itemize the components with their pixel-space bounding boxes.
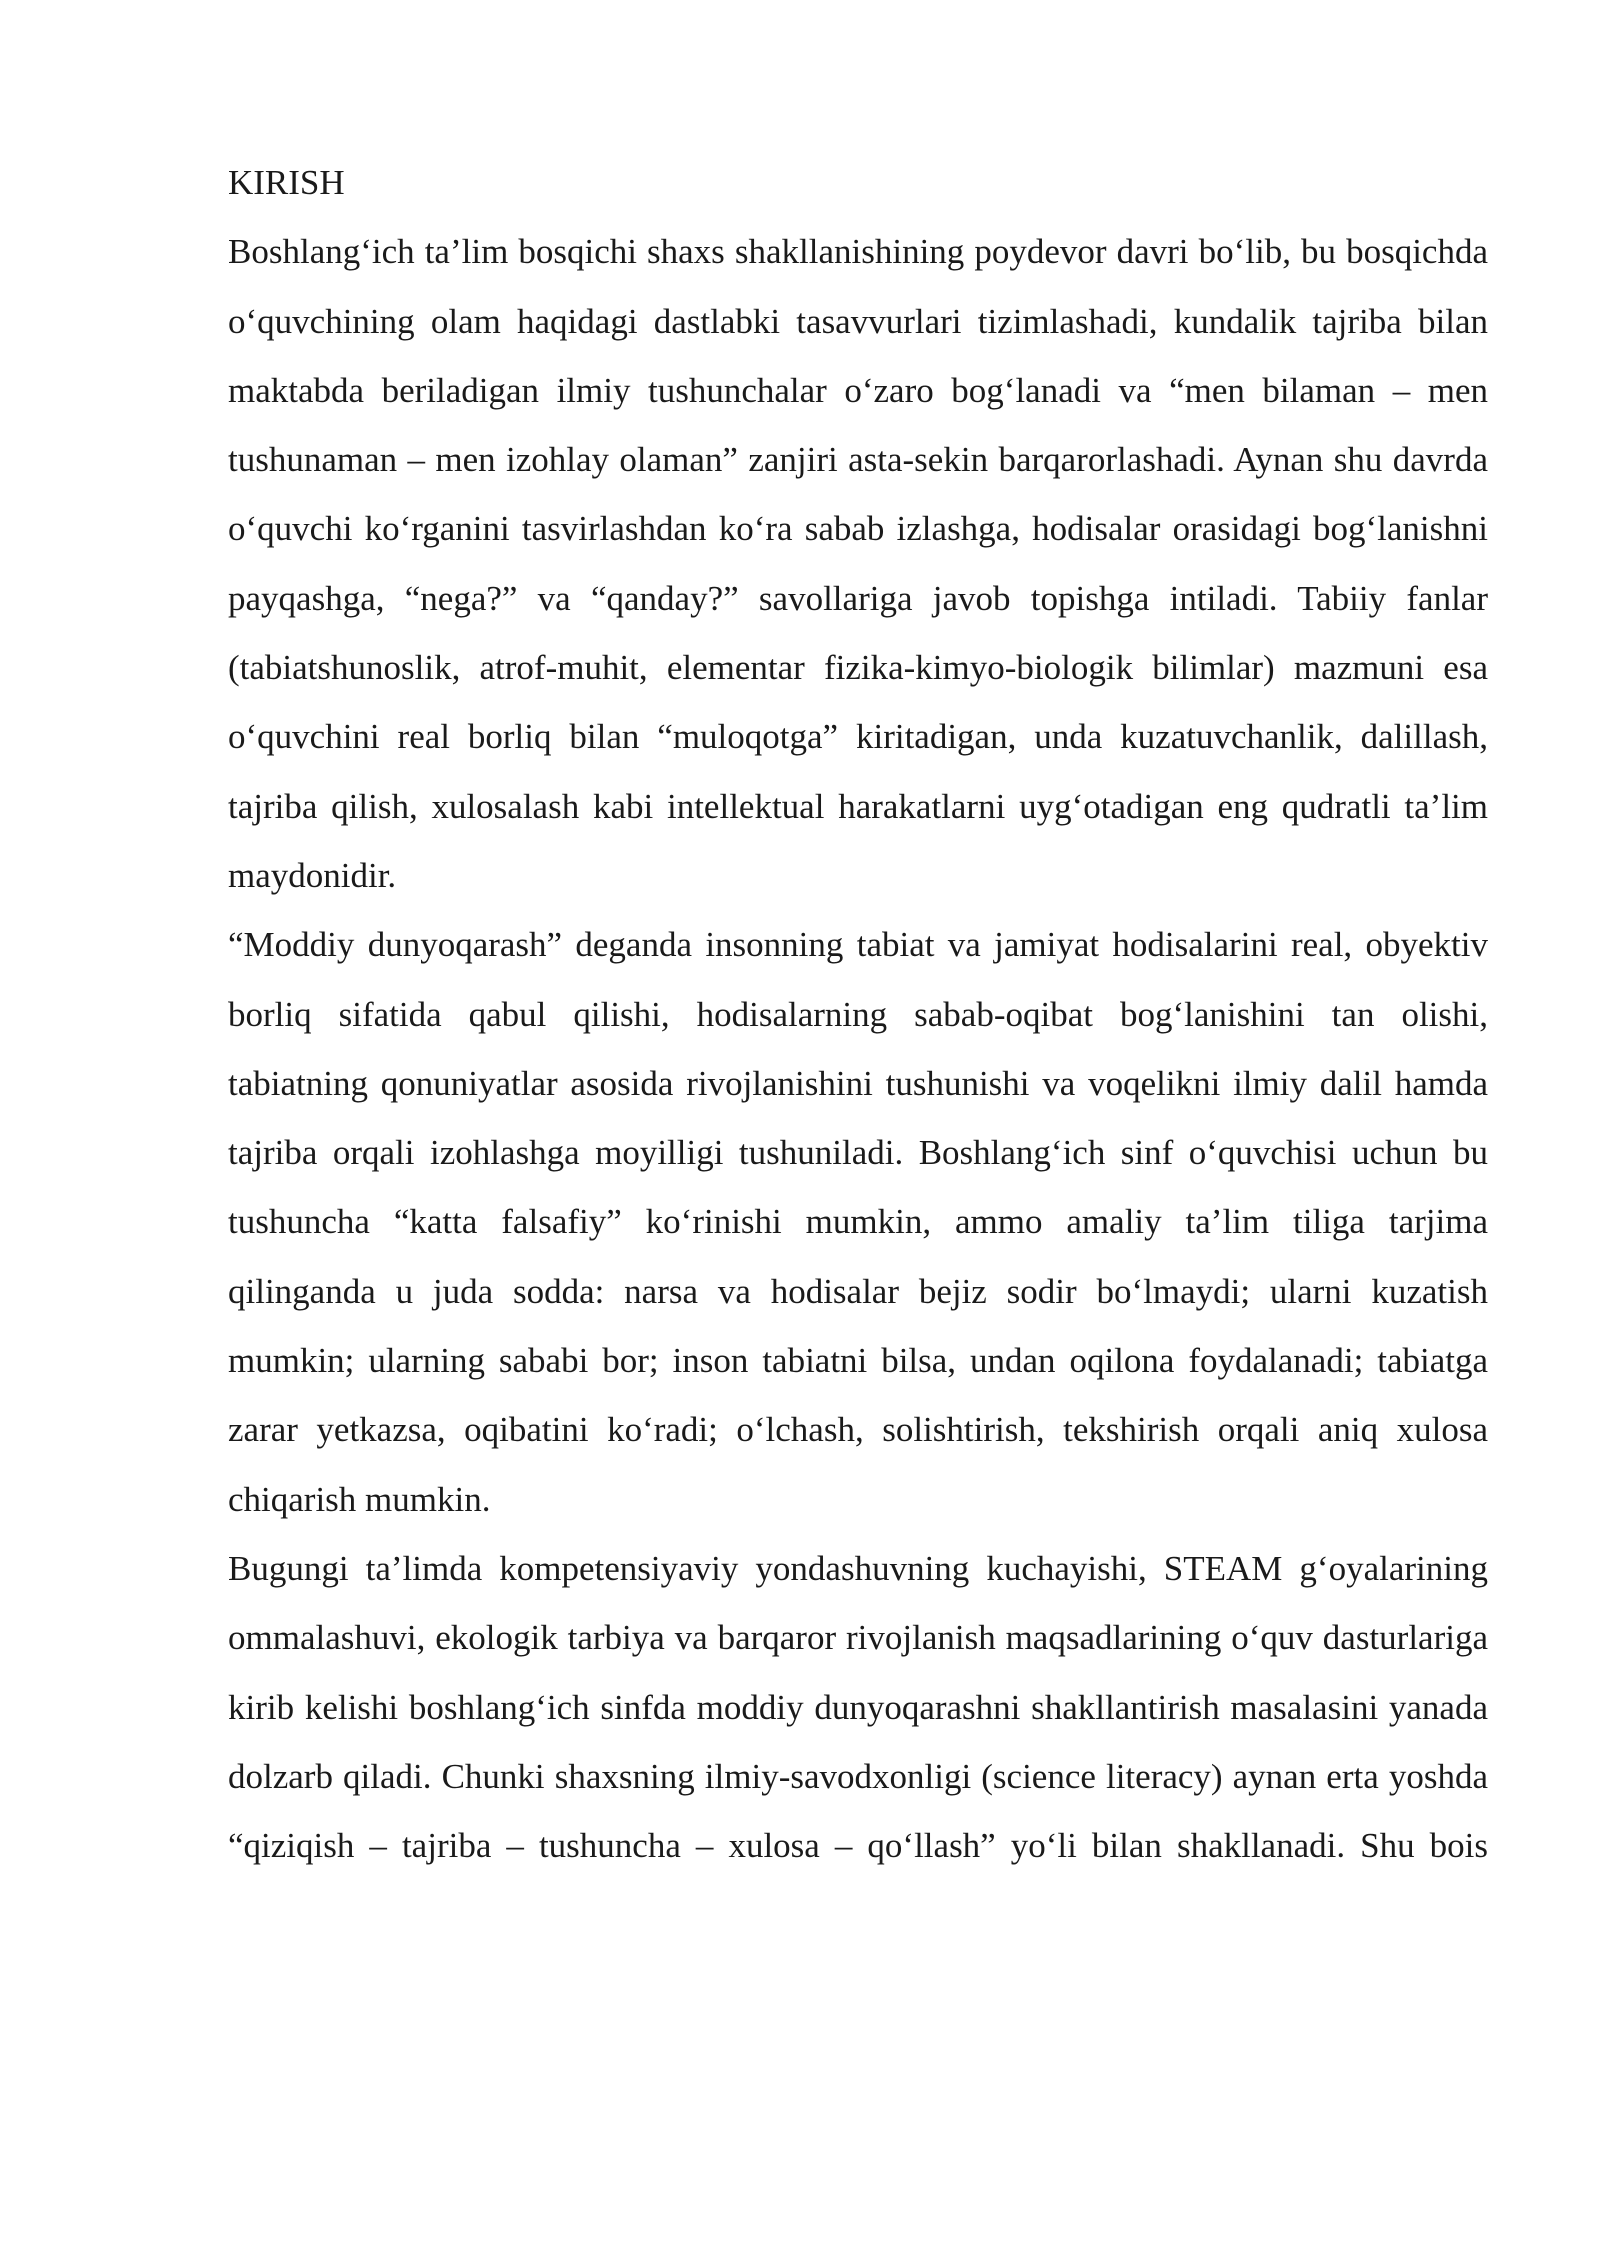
paragraph-2: “Moddiy dunyoqarash” deganda insonning tabiat va jamiyat hodisalarini real, obyektiv borliq sifatida qabul qilishi, hodisalarning sabab-oqibat bog‘lanishini tan olishi, tabiatning qonuniyatlar asosida rivojlanishini tushunishi va voqelikni ilmiy dalil hamda tajriba orqali izohlashga moyilligi tushuniladi. Boshlang‘ich sinf o‘quvchisi uchun bu tushuncha “katta falsafiy” ko‘rinishi mumkin, ammo amaliy ta’lim tiliga tarjima qilinganda u juda sodda: narsa va hodisalar bejiz sodir bo‘lmaydi; ularni kuzatish mumkin; ularning sababi bor; inson tabiatni bilsa, undan oqilona foydalanadi; tabiatga zarar yetkazsa, oqibatini ko‘radi; o‘lchash, solishtirish, tekshirish orqali aniq xulosa chiqarish mumkin. (228, 925, 1488, 1519)
paragraph-1: Boshlang‘ich ta’lim bosqichi shaxs shakllanishining poydevor davri bo‘lib, bu bosqichda o‘quvchining olam haqidagi dastlabki tasavvurlari tizimlashadi, kundalik tajriba bilan maktabda beriladigan ilmiy tushunchalar o‘zaro bog‘lanadi va “men bilaman – men tushunaman – men izohlay olaman” zanjiri asta-sekin barqarorlashadi. Aynan shu davrda o‘quvchi ko‘rganini tasvirlashdan ko‘ra sabab izlashga, hodisalar orasidagi bog‘lanishni payqashga, “nega?” va “qanday?” savollariga javob topishga intiladi. Tabiiy fanlar (tabiatshunoslik, atrof-muhit, elementar fizika-kimyo-biologik bilimlar) mazmuni esa o‘quvchini real borliq bilan “muloqotga” kiritadigan, unda kuzatuvchanlik, dalillash, tajriba qilish, xulosalash kabi intellektual harakatlarni uyg‘otadigan eng qudratli ta’lim maydonidir. (228, 232, 1488, 895)
section-heading: KIRISH (228, 163, 345, 202)
document-page (228, 148, 1488, 1880)
paragraph-3: Bugungi ta’limda kompetensiyaviy yondashuvning kuchayishi, STEAM g‘oyalarining ommalashuvi, ekologik tarbiya va barqaror rivojlanish maqsadlarining o‘quv dasturlariga kirib kelishi boshlang‘ich sinfda moddiy dunyoqarashni shakllantirish masalasini yanada dolzarb qiladi. Chunki shaxsning ilmiy-savodxonligi (science literacy) aynan erta yoshda “qiziqish – tajriba – tushuncha – xulosa – qo‘llash” yo‘li bilan shakllanadi. Shu bois (228, 1548, 1488, 1866)
